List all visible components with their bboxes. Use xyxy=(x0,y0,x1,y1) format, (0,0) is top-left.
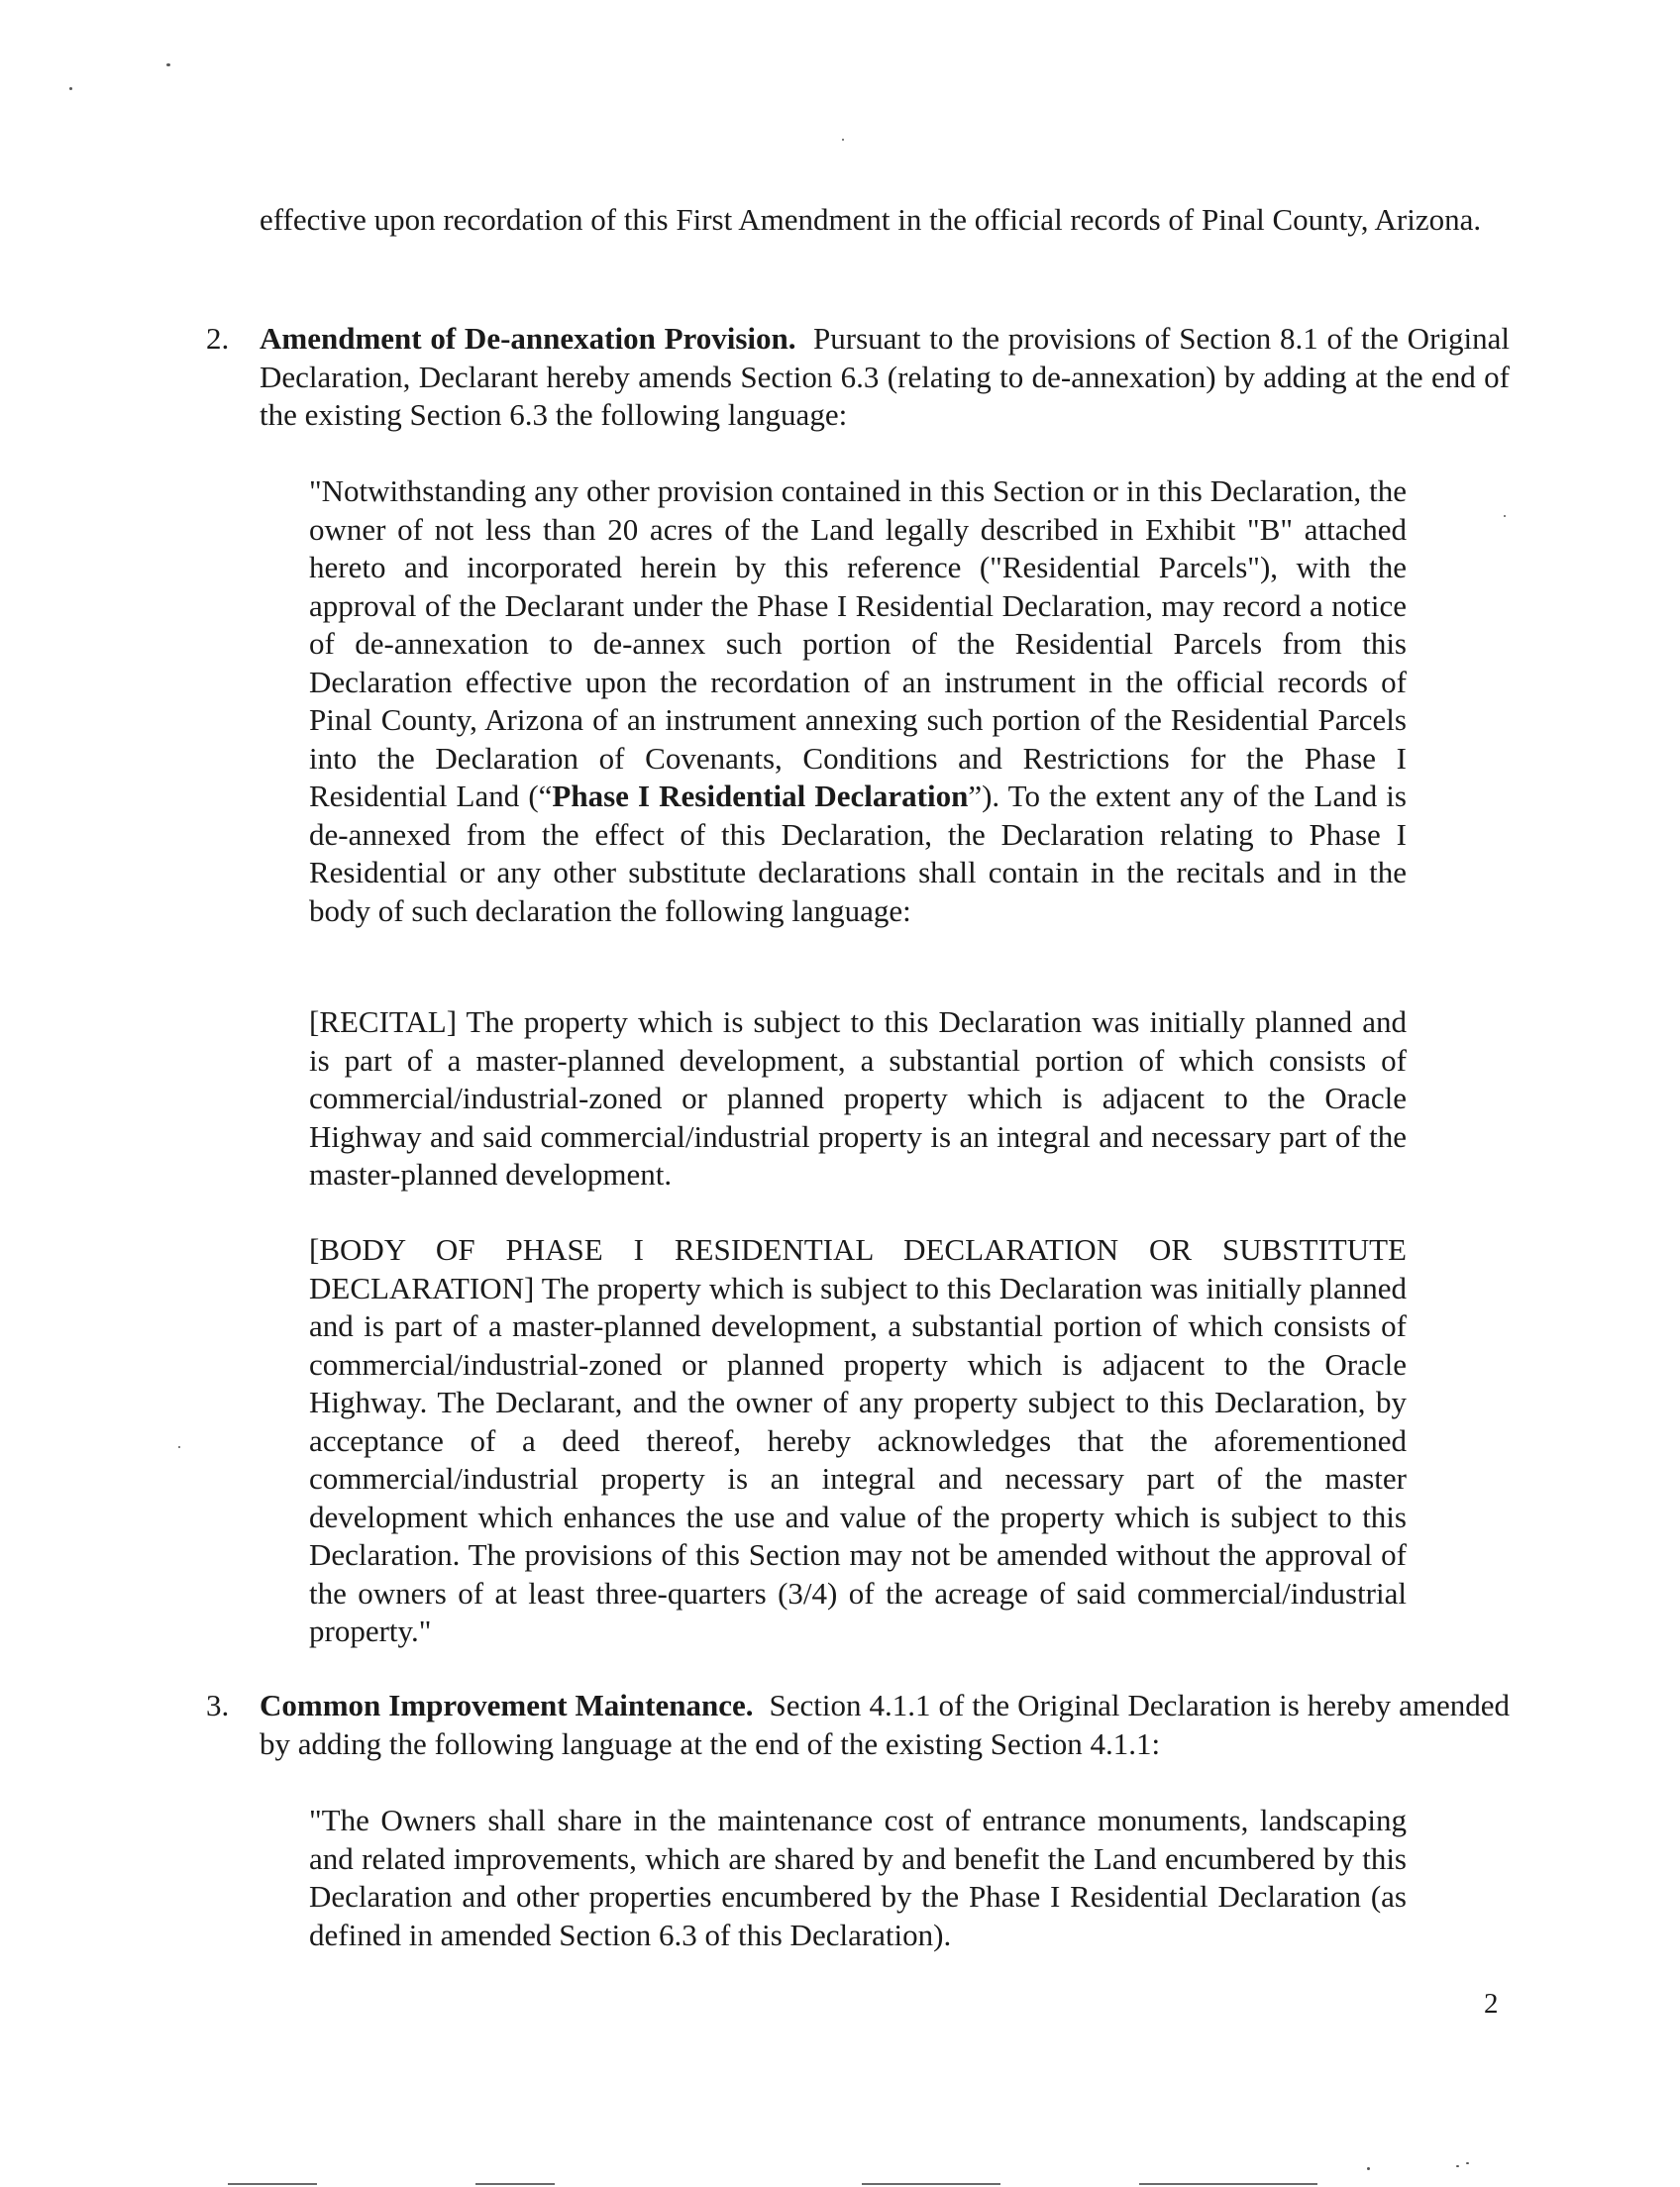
quoted-paragraph xyxy=(309,472,1407,930)
scan-speck xyxy=(1367,2167,1370,2170)
scan-speck xyxy=(1456,2165,1459,2167)
section-heading: Common Improvement Maintenance. xyxy=(260,1688,754,1722)
page-number: 2 xyxy=(1484,1988,1499,2020)
section-paragraph xyxy=(260,1687,1510,1763)
recital-paragraph: [RECITAL] The property which is subject to this Declaration was initially planned and is part of a master-planned development, a substantial portion of which consists of commercial/industrial-zoned or planned property which is adjacent to the Oracle Highway and said commercial/industrial property is an integral and necessary part of the master-planned development. xyxy=(309,1004,1407,1192)
scan-speck xyxy=(69,87,72,90)
scan-speck xyxy=(1504,515,1506,517)
body-paragraph: [BODY OF PHASE I RESIDENTIAL DECLARATION OR SUBSTITUTE DECLARATION] The property which is subject to this Declaration was initially planned and is part of a master-planned development, a substantial portion of which consists of commercial/industrial-zoned or planned property which is adjacent to the Oracle Highway. The Declarant, and the owner of any property subject to this Declaration, by acceptance of a deed thereof, hereby acknowledges that the aforementioned commercial/industrial property is an integral and necessary part of the master development which enhances the use and value of the property which is subject to this Declaration. The provisions of this Section may not be amended without the approval of the owners of at least three-quarters (3/4) of the acreage of said commercial/industrial property." xyxy=(309,1232,1407,1648)
section-paragraph xyxy=(260,320,1510,435)
scan-line xyxy=(475,2183,555,2185)
section-text: Section 4.1.1 of the Original Declaration is hereby amended by adding the following language at the end of the existing Section 4.1.1: xyxy=(260,1688,1511,1761)
scan-line xyxy=(862,2183,1000,2185)
quoted-text: "Notwithstanding any other provision contained in this Section or in this Declaration, the owner of not less than 20 acres of the Land legally described in Exhibit "B" attached hereto and incorporated herein by this reference ("Residential Parcels"), with the approval of the Declarant under the Phase I Residential Declaration, may record a notice of de-annexation to de-annex such portion of the Residential Parcels from this Declaration effective upon the recordation of an instrument in the official records of Pinal County, Arizona of an instrument annexing such portion of the Residential Parcels into the Declaration of Covenants, Conditions and Restrictions for the Phase I Residential Land (“ xyxy=(309,473,1407,813)
scan-speck xyxy=(842,139,844,141)
section-text: Pursuant to the provisions of Section 8.1 of the Original Declaration, Declarant hereby amends Section 6.3 (relating to de-annexation) by adding at the end of the existing Section 6.3 the following language: xyxy=(260,321,1510,432)
section-heading: Amendment of De-annexation Provision. xyxy=(260,321,796,356)
quoted-text: ”). To the extent any of the Land is de-annexed from the effect of this Declaration, the Declaration relating to Phase I Residential or any other substitute declarations shall contain in the recitals and in the body of such declaration the following language: xyxy=(309,779,1407,928)
intro-paragraph: effective upon recordation of this First Amendment in the official records of Pinal County, Arizona. xyxy=(260,202,1482,237)
scan-speck xyxy=(166,63,170,66)
quoted-paragraph: "The Owners shall share in the maintenance cost of entrance monuments, landscaping and related improvements, which are shared by and benefit the Land encumbered by this Declaration and other properties encumbered by the Phase I Residential Declaration (as defined in amended Section 6.3 of this Declaration). xyxy=(309,1803,1407,1952)
section-number: 2. xyxy=(206,321,230,356)
section-number: 3. xyxy=(206,1688,230,1722)
scan-speck xyxy=(1466,2162,1469,2164)
scan-line xyxy=(1139,2183,1317,2185)
scan-line xyxy=(228,2183,317,2185)
defined-term: Phase I Residential Declaration xyxy=(552,779,969,813)
scan-speck xyxy=(178,1446,180,1448)
